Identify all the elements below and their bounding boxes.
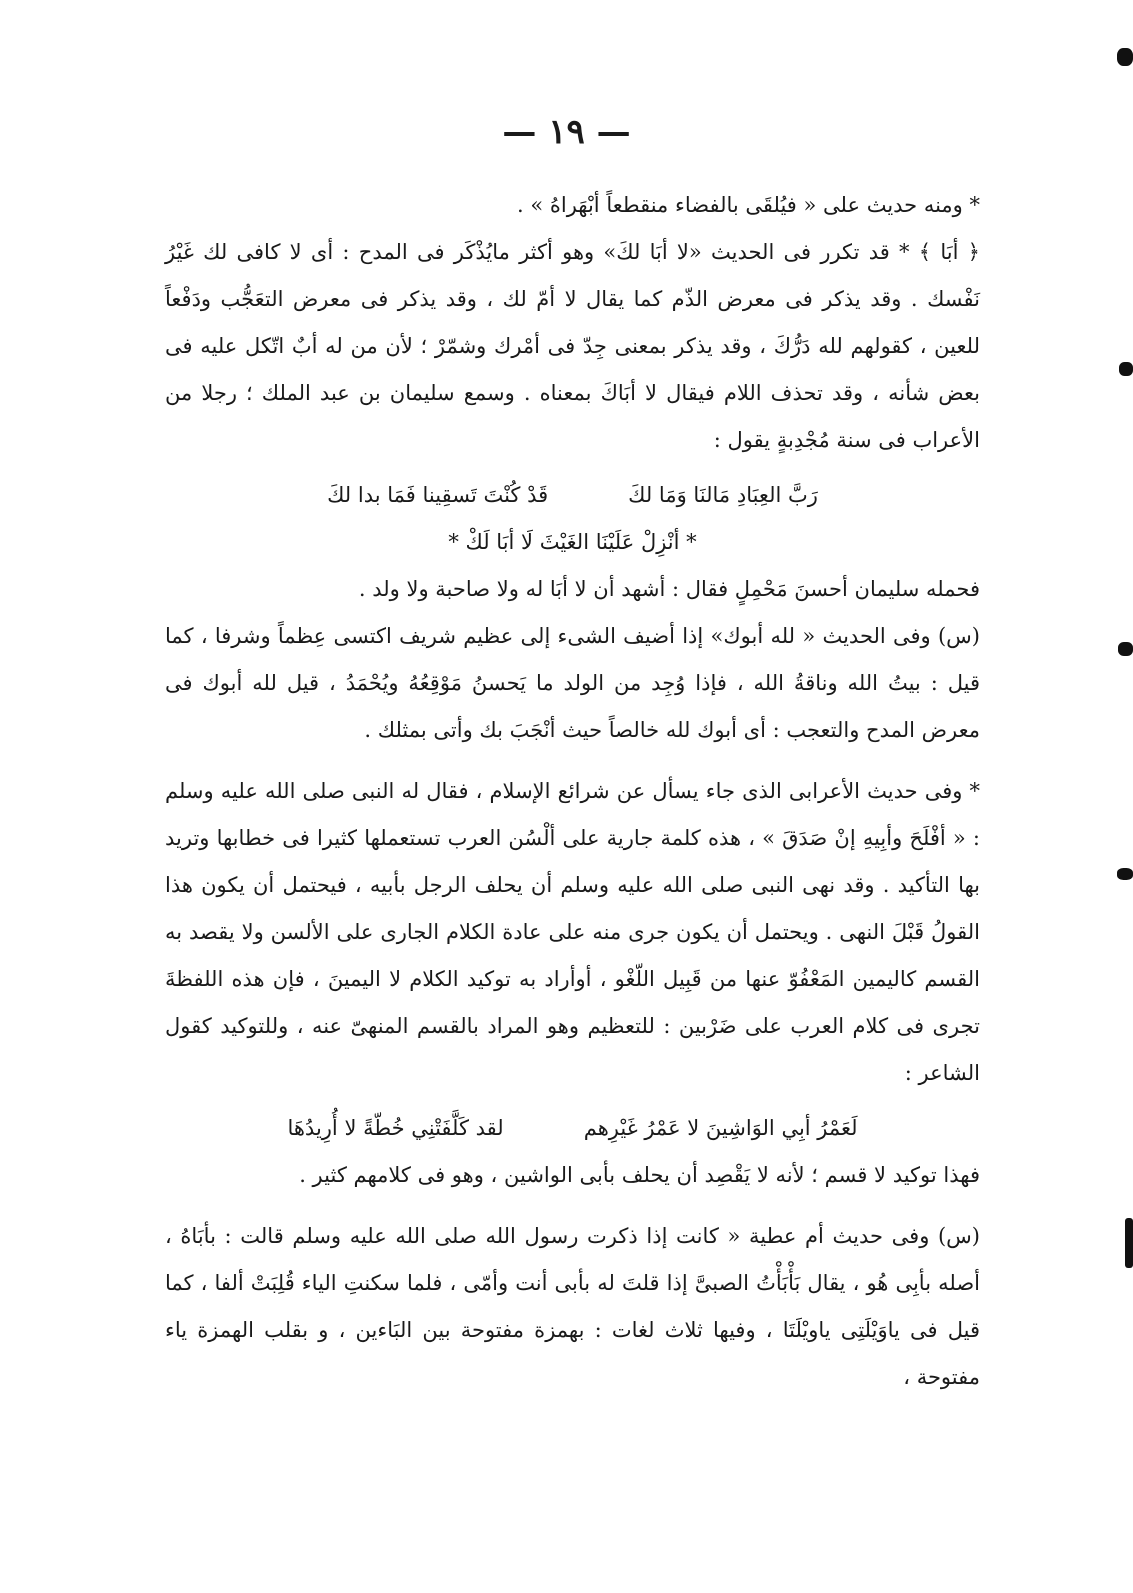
paragraph-heading-aba: ﴿ أبَا ﴾ * قد تكرر فى الحديث «لا أبَا لكَ» وهو أكثر مايُذْكَر فى المدح : أى لا كافى لك غَيْرُ نَفْسك . وقد يذكر فى معرض الذّم كما يقال لا أمّ لك ، وقد يذكر فى معرض التعَجُّب ودَفْعاً للعين ، كقولهم لله دَرُّكَ ، وقد يذكر بمعنى جِدّ فى أمْرك وشمّرْ ؛ لأن من له أبٌ اتّكل عليه فى بعض شأنه ، وقد تحذف اللام فيقال لا أبَاكَ بمعناه . وسمع سليمان بن عبد الملك ؛ رجلا من الأعراب فى سنة مُجْدِبةٍ يقول : [165,240,980,452]
paragraph: فحمله سليمان أحسنَ مَحْمِلٍ فقال : أشهد أن لا أبَا له ولا صاحبة ولا ولد . [358,577,980,601]
paragraph: فهذا توكيد لا قسم ؛ لأنه لا يَقْصِد أن يحلف بأبى الواشين ، وهو فى كلامهم كثير . [299,1163,980,1187]
scan-mark [1125,1218,1133,1268]
verse-couplet [165,1105,980,1152]
verse-couplet [165,472,980,519]
scan-mark [1117,868,1133,880]
paragraph: * وفى حديث الأعرابى الذى جاء يسأل عن شرائع الإسلام ، فقال له النبى صلى الله عليه وسلم : « أفْلَحَ وأبِيهِ إنْ صَدَقَ » ، هذه كلمة جارية على ألْسُن العرب تستعملها كثيرا فى خطابها وتريد بها التأكيد . وقد نهى النبى صلى الله عليه وسلم أن يحلف الرجل بأبيه ، فيحتمل أن يكون هذا القولُ قَبْلَ النهى . ويحتمل أن يكون جرى منه على عادة الكلام الجارى على الألسن ولا يقصد به القسم كاليمين المَعْفُوّ عنها من قَبِيل اللّغْو ، أوأراد به توكيد الكلام لا اليمينَ ، فإن هذه اللفظةَ تجرى فى كلام العرب على ضَرْبين : للتعظيم وهو المراد بالقسم المنهىّ عنه ، وللتوكيد كقول الشاعر : [165,779,980,1085]
verse-second-hemistich: لقد كَلَّفَتْنِي خُطّةً لا أُرِيدُهَا [287,1116,504,1140]
paragraph: (س) وفى الحديث « لله أبوك» إذا أضيف الشىء إلى عظيم شريف اكتسى عِظماً وشرفا ، كما قيل : بيتُ الله وناقةُ الله ، فإذا وُجِد من الولد ما يَحسنُ مَوْقِعُهُ ويُحْمَدُ ، قيل لله أبوك فى معرض المدح والتعجب : أى أبوك لله خالصاً حيث أنْجَبَ بك وأتى بمثلك . [165,624,980,742]
page-number: — ١٩ — [502,112,631,152]
verse-first-hemistich: رَبَّ العِبَادِ مَالنَا وَمَا لكَ [628,483,818,507]
scan-mark [1118,642,1133,656]
verse-first-hemistich: لَعَمْرُ أبِي الوَاشِينَ لا عَمْرُ غَيْرِهم [583,1116,858,1140]
verse-second-hemistich: قَدْ كُنْتَ تَسقِينا فَمَا بدا لكَ [327,483,549,507]
body-text [165,182,980,1401]
scan-mark [1119,362,1133,376]
paragraph: (س) وفى حديث أم عطية « كانت إذا ذكرت رسول الله صلى الله عليه وسلم قالت : بأبَاهُ ، أصله بأبِى هُو ، يقال بَأْبَأْتُ الصبىَّ إذا قلتَ له بأبى أنت وأمّى ، فلما سكنتِ الياء قُلِبَتْ ألفا ، كما قيل فى ياوَيْلَتِى ياويْلَتَا ، وفيها ثلاث لغات : بهمزة مفتوحة بين البَاءين ، و بقلب الهمزة ياء مفتوحة ، [165,1224,980,1389]
scan-mark [1117,48,1133,66]
verse-line: * أنْزِلْ عَلَيْنَا الغَيْثَ لَا أبَا لَكْ * [448,530,697,554]
paragraph: * ومنه حديث على « فيُلقَى بالفضاء منقطعاً أبْهَراهُ » . [516,193,980,217]
